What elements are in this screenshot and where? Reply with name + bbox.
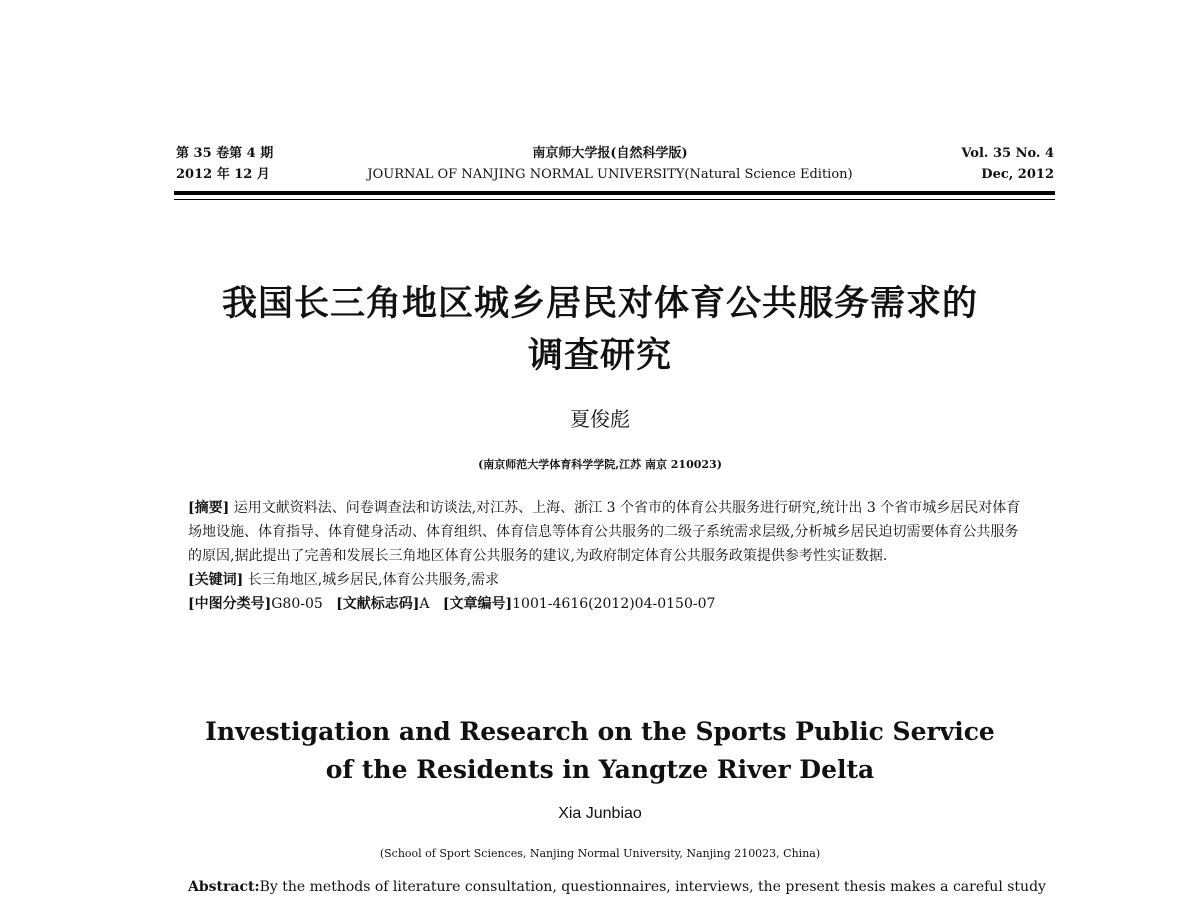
journal-name-en: JOURNAL OF NANJING NORMAL UNIVERSITY(Natural Science Edition) (367, 167, 853, 182)
classification-line (188, 592, 1028, 616)
volume-cn: 第 35 卷第 4 期 (176, 146, 274, 161)
header-rule-thin (174, 199, 1055, 200)
header-rule-thick (174, 191, 1055, 195)
affiliation-cn: (南京师范大学体育科学学院,江苏 南京 210023) (478, 458, 722, 471)
clc-value: G80-05 (271, 596, 323, 612)
author-cn: 夏俊彪 (570, 407, 630, 431)
abstract-cn-label: [摘要] (188, 500, 230, 516)
article-number-value: 1001-4616(2012)04-0150-07 (512, 596, 716, 612)
keywords-cn-label: [关键词] (188, 572, 244, 588)
abstract-cn (188, 496, 1028, 568)
paper-title-en (150, 713, 1050, 789)
article-number-label: [文章编号] (442, 596, 513, 612)
affiliation-en: (School of Sport Sciences, Nanjing Normal University, Nanjing 210023, China) (379, 847, 821, 860)
journal-name-cn: 南京师大学报(自然科学版) (532, 146, 688, 161)
journal-issue-cn (176, 143, 273, 185)
volume-en: Vol. 35 No. 4 (961, 146, 1054, 161)
date-cn: 2012 年 12 月 (176, 167, 270, 182)
keywords-cn (188, 568, 1028, 592)
doc-code-label: [文献标志码] (336, 596, 420, 612)
journal-name (340, 143, 880, 185)
doc-code-value: A (419, 596, 430, 612)
date-en: Dec, 2012 (981, 167, 1054, 182)
paper-title-en-line1: Investigation and Research on the Sports Public Service (205, 717, 995, 746)
paper-title-cn-line1: 我国长三角地区城乡居民对体育公共服务需求的 (221, 283, 978, 324)
paper-title-en-line2: of the Residents in Yangtze River Delta (325, 755, 875, 784)
author-en: Xia Junbiao (558, 805, 642, 822)
clc-label: [中图分类号] (188, 596, 272, 612)
abstract-cn-block (188, 496, 1028, 616)
abstract-cn-text: 运用文献资料法、问卷调查法和访谈法,对江苏、上海、浙江 3 个省市的体育公共服务进行研究,统计出 3 个省市城乡居民对体育场地设施、体育指导、体育健身活动、体育组织、体育信息等体育公共服务的二级子系统需求层级,分析城乡居民迫切需要体育公共服务的原因,据此提出了完善和发展长三角地区体育公共服务的建议,为政府制定体育公共服务政策提供参考性实证数据. (188, 500, 1021, 564)
keywords-cn-text: 长三角地区,城乡居民,体育公共服务,需求 (247, 572, 500, 588)
paper-title-cn (150, 278, 1050, 382)
abstract-en-text: By the methods of literature consultation, questionnaires, interviews, the present thesis makes a careful study (259, 879, 1046, 895)
abstract-en-label: Abstract: (188, 879, 260, 895)
paper-title-cn-line2: 调查研究 (527, 335, 672, 376)
journal-issue-en (961, 143, 1054, 185)
abstract-en (188, 877, 1048, 897)
